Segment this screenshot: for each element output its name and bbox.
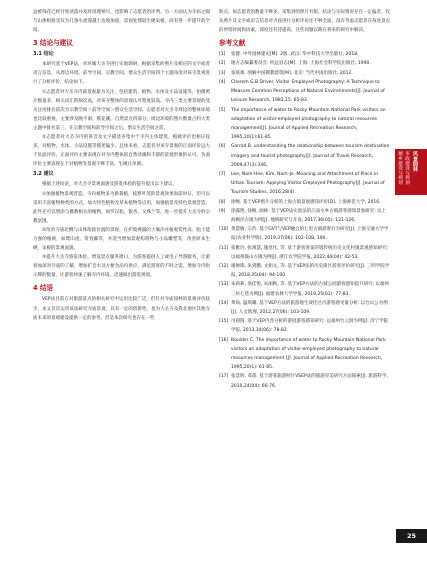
conclusion-paragraph-1: 本研究基于VEP法，对环城大圣寺进行实地调研，根据采集的照片及相应的文字或者语言信息，从周边环境、前导空间、宗教空间、僧众生活空间四个主题角度对该寺景观进行了分析评价，结论如下。 xyxy=(33,62,210,86)
reference-item xyxy=(219,372,390,390)
reference-item xyxy=(219,336,390,373)
reference-item xyxy=(219,106,390,143)
reference-number: [13] xyxy=(219,282,229,288)
reference-item xyxy=(219,299,390,317)
reference-item xyxy=(219,280,390,298)
reference-item xyxy=(219,78,390,106)
reference-number: [7] xyxy=(219,171,226,177)
reference-item xyxy=(219,198,390,207)
reference-text: 张联寨. 图解中国佛教建筑[M]. 北京: 当代中国出版社, 2012. xyxy=(231,70,353,76)
reference-number: [9] xyxy=(219,208,226,214)
reference-item xyxy=(219,225,390,243)
reference-item xyxy=(219,170,390,198)
right-column xyxy=(219,8,390,391)
side-tab-label-1: 城乡建设与规划 xyxy=(397,151,402,185)
reference-number: [14] xyxy=(219,300,229,306)
reference-text: 黄慧敏, 宗浩. 基于GVT与VEP融合的七里古镇游客行为研究[J]. 上海交通大学学报(农业科学版), 2019,37(06): 102-108, 194. xyxy=(231,227,389,242)
reference-item xyxy=(219,50,390,59)
reference-number: [4] xyxy=(219,79,226,85)
reference-number: [10] xyxy=(219,227,229,233)
reference-text: 黄尚, 温琪曦. 基于VEP方法的旅游地生效化区内游客感受量分析: 以台山公为例[J]. 人文地理, 2012,27(06): 103-109. xyxy=(231,300,388,315)
reference-text: 徐露艳, 徐畅, 曲林. 基于VEP法实验法的江南水乡古镇游客感知景象研究: 以上海枫泾古镇为例[J]. 地域研究与开发, 2017,36(05): 121-126. xyxy=(231,208,387,223)
epilogue-paragraph: VEP法目前在对旅游景点的相关研究中运用比较广泛，但针对寺庙园林的景观评价较少，本文首次运用该法研究寺庙景观，具有一定的创新性，也为大圣寺及我北地区其他寺庙未来的景观建设提供一定的参考。但是本次研究也存在一些 xyxy=(33,297,210,321)
reference-item xyxy=(219,262,390,280)
reference-text: 地方志编纂委员会. 何远县志[M]. 上海: 上海社会科学院出版社, 1990. xyxy=(231,61,371,67)
reference-text: 朱莉莉, 翁佳悦, 朱丽秋, 等. 基于VEP方法的古城公园游客感知提升研究: 以福州三坊七巷为例[J]. 福建农林大学学报, 2019,25(01): 77-83. xyxy=(231,282,390,297)
reference-item xyxy=(219,244,390,262)
reference-item xyxy=(219,59,390,68)
reference-text: 张景明, 邓蔷. 基于游客旅游照片VSEP法的旅游审美研究方法探索[J]. 旅游科学, 2010,24(04): 66-76. xyxy=(231,374,388,389)
suggestion-paragraph-2: ①加强植物景观营造。寺内植物多为新栽植，枝繁叶茂的景观效果尚需时日，但可以采用丰富植物种类的方式，加大特色植物及草本植物等应用，加强植景及特色景观营造。此外还可以增添与佛教相关的植物，如罗汉松、银杏、文殊兰等，进一步提升大圣寺的宗教氛围。 xyxy=(33,191,210,224)
reference-item xyxy=(219,207,390,225)
reference-number: [5] xyxy=(219,107,226,113)
suggestion-paragraph-4: ③提升大圣寺游览体验。增设景点服务窗口，为游客提供人工或电子导游服务，让游客加深对寺庙的了解，增加扩音水及方便食品内供应，满足游客的不时之需。增加寺内指示牌的数量，让游客快速了解寺内环境，迅速做出游览规划。 xyxy=(33,255,210,279)
reference-number: [17] xyxy=(219,374,229,380)
suggestion-paragraph-3: ②改善寺庙北侧与山体衔接位置的景观。在护坡裸露的土壤冷并植观赏性高、阻土能力强的植被，如爬山虎、常春藤等，并适当增加景观构筑物与小品雕塑等，改善原本生硬、呆板的景观面貌。 xyxy=(33,227,210,252)
page-number: 25 xyxy=(396,529,427,543)
continued-paragraph: 缺点，如志愿者的数量不够多，采集到的照片有限，结论与实际情况存在一定偏差；仅从照片及文字或语言信息对寺庙进行分析评价还不够全面，没有考虑志愿者在每处景点的停留时间和因素，深度还有待提高，这些问题以期在将来的研究中解决。 xyxy=(219,10,390,34)
reference-number: [11] xyxy=(219,245,229,251)
section-3-heading: 3 结论与建议 xyxy=(33,39,73,48)
reference-text: 谢俊珠, 朱到鹏, 文娟文, 等. 基于VEP法的历史街区游客评价研究[J]. 三明学院学报, 2018,35(04): 94-100. xyxy=(231,263,390,279)
reference-number: [6] xyxy=(219,144,226,150)
reference-list xyxy=(219,50,390,391)
reference-text: 司圆圆. 基于VEP内容分析的游园游客感知研究: 以福州台云洞为例[J]. 济宁学院学报, 2013,34(06): 78-82. xyxy=(231,319,389,334)
reference-number: [1] xyxy=(219,52,226,58)
reference-text: Lee, Nam-Hee, Kim, Nam-Jo. Meaning and Attachment of Place in Urban Tourism: Applying Visitor Employed Photography[J]. Journal of Tourism Studies, 2016,28(4). xyxy=(231,171,385,196)
reference-item xyxy=(219,69,390,78)
intro-paragraph: 益被筛花已经开始清落并及时清理殆尽，也影响了志愿者的评判。另一方面认为寺庙之隔与山体相接受仅为几条水流漫越土边坡加固，景观处理较生硬呆板，尚有进一步提升的空间。 xyxy=(33,10,210,34)
conclusion-paragraph-3: ②志愿者对大圣寺内的茶音及文字描述多集中于寺内主体建筑、植被评价也相应较多，对植物、水体、小品设施等描述偏少。总体来看，志愿者对该寺景观的正面评价远大于负面评价，正面评价主要表现在对寺内整体的自然清幽和丰郁的景观形象的认可，负面评价主要表现在于对植物等景观不够丰富，生硬且单调。 xyxy=(33,135,210,168)
conclusion-paragraph-2: ①志愿者对大圣寺内部景观最为关注，包括建筑、植物、水体及小品设施等，拍摄照片数量多，相关词汇的频次高，对该寺整体的景观认可程度较高。寺内三类主要景观的受关注度排名依次为宗教空间＞前导空间＞僧众生活空间。志愿者对大圣寺周边的整体环境也比较重视，主要涉及晚平洞、模花溪、自然景点四部分，周边环境的照片数量占约大类主题中排名第三，在宗教空间和前导空间之后，僧众生活空间之前。 xyxy=(33,89,210,131)
reference-number: [16] xyxy=(219,337,229,343)
section-4-heading: 4 结语 xyxy=(33,284,54,293)
reference-text: 张雅玲, 张寓慧, 施淳化, 等. 基于游客客案的墙传统历史文化村镇景观感知研究: 以福州鼓山古镇为例[J]. 浙江农学院学报, 2022,44(04): 42-53. xyxy=(231,245,388,260)
suggestion-paragraph-1: 根据上述结论，对大圣寺景观面貌及游览体验的提升提出以下建议。 xyxy=(42,182,177,188)
reference-text: 徐畅. 基于VEP照片分析的上海古镇景观感知评价[D]. 上海师范大学, 2016. xyxy=(231,199,381,205)
section-side-tab xyxy=(395,149,427,195)
reference-number: [8] xyxy=(219,199,226,205)
reference-text: Cherem G.B Driver. Visitor Employed Photography: A Technique to Measure Common Perceptions of Natural Environments[J]. Journal of Leisure Research, 1983,15: 65-83. xyxy=(231,79,385,104)
reference-item xyxy=(219,142,390,170)
references-heading: 参考文献 xyxy=(219,39,246,48)
reference-number: [12] xyxy=(219,263,229,269)
reference-number: [3] xyxy=(219,70,226,76)
reference-item xyxy=(219,317,390,335)
reference-text: Bouider C. The importance of water to Rocky Mountain National Park visitors an adaptation of visitor-employed photography to natural resources management [J]. Journal of Applied Recreation Research, 1995,20(1): 61-85. xyxy=(231,337,386,371)
subsection-3-2-heading: 3.2 建议 xyxy=(33,171,54,178)
subsection-3-1-heading: 3.1 结论 xyxy=(33,51,54,58)
reference-text: The importance of water to Rocky Mountain National Park visitors an adaptation of visitor-employed photography to natural resources management[J]. Journal of Applied Recreation Research, 1995,20(1):61-85. xyxy=(231,107,386,141)
reference-text: Garrod B. understanding the relationship between tourism destination imagery and tourist photography[J]. Journal of Travel Research, 2009,47(3):346。 xyxy=(231,144,390,168)
reference-number: [15] xyxy=(219,319,229,325)
side-tab-label-2: 市政建设与规划 xyxy=(404,151,409,185)
side-tab-label-3: 风景园林 xyxy=(412,151,418,172)
left-column xyxy=(33,8,210,323)
reference-number: [2] xyxy=(219,61,226,67)
reference-text: 张健. 中外园林建史[M]. 2版. 武汉: 华中科技大学出版社, 2018. xyxy=(231,52,359,58)
